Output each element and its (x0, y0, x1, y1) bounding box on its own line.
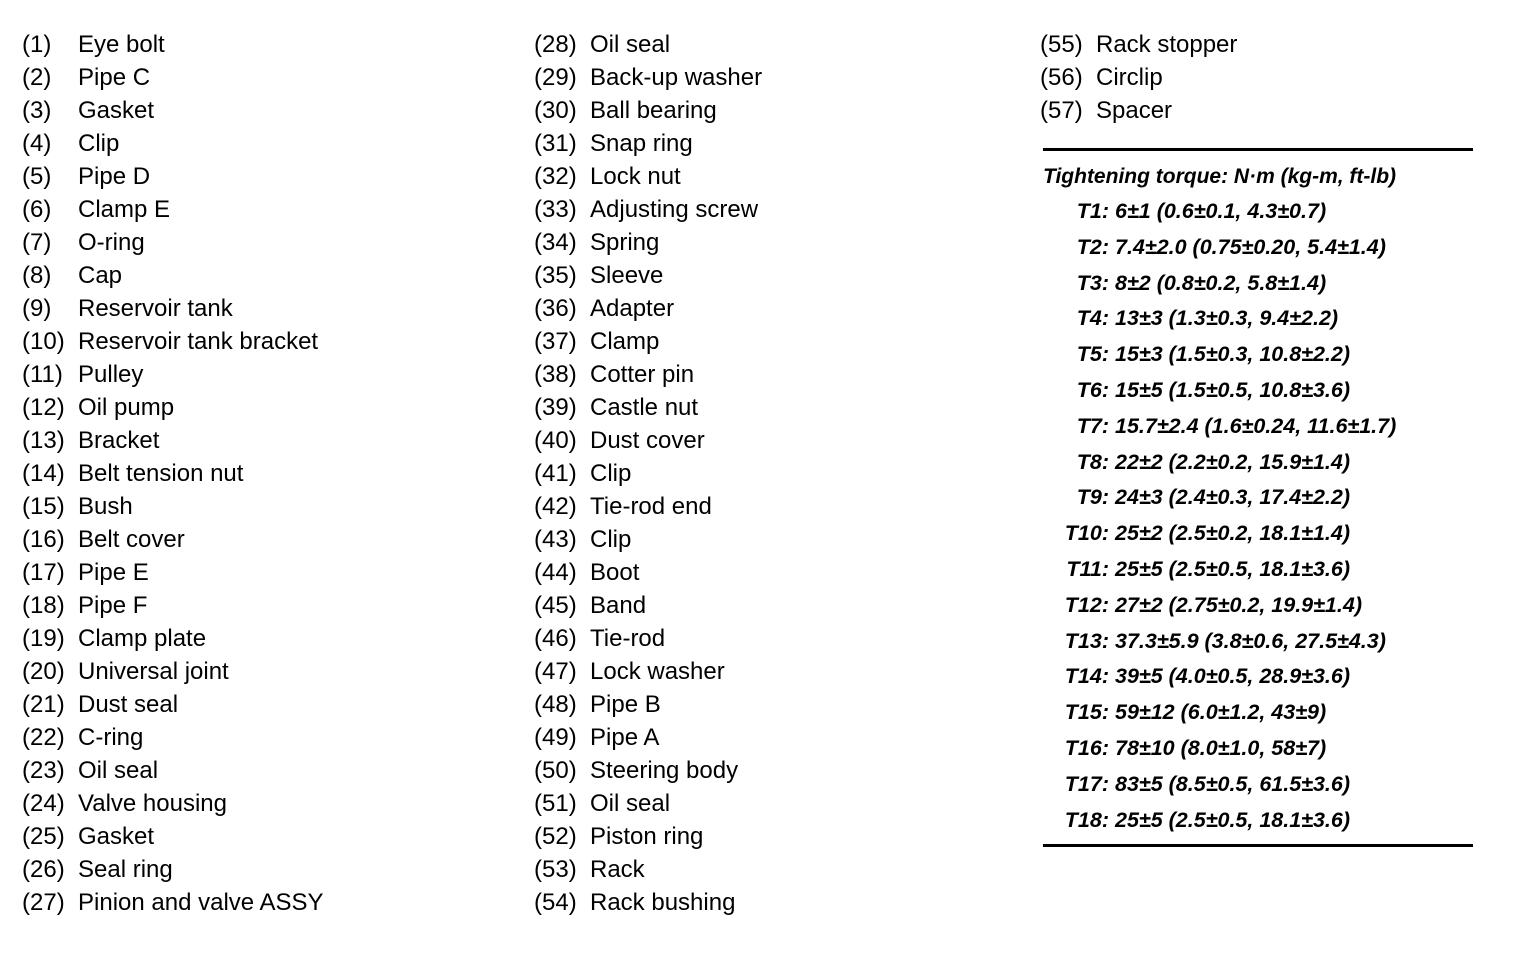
part-number: (45) (534, 592, 577, 619)
part-item (1040, 61, 1237, 94)
part-name: O-ring (78, 229, 145, 256)
part-number: (4) (22, 130, 52, 157)
part-name: Adjusting screw (590, 196, 759, 223)
part-item (534, 490, 762, 523)
torque-value: 83±5 (8.5±0.5, 61.5±3.6) (1115, 771, 1351, 796)
torque-value: 15±5 (1.5±0.5, 10.8±3.6) (1115, 377, 1351, 402)
part-item (22, 523, 324, 556)
part-item (534, 193, 762, 226)
part-name: Spacer (1096, 97, 1173, 124)
part-name: Clamp E (78, 196, 171, 223)
part-item (534, 688, 762, 721)
part-number: (46) (534, 625, 577, 652)
part-item (534, 853, 762, 886)
part-item (1040, 28, 1237, 61)
part-number: (40) (534, 427, 577, 454)
part-item (22, 886, 324, 919)
part-item (22, 193, 324, 226)
torque-id: T14: (1064, 664, 1109, 689)
torque-item (1043, 445, 1475, 481)
part-name: Pipe C (78, 64, 151, 91)
part-item (534, 391, 762, 424)
part-number: (47) (534, 658, 577, 685)
torque-id: T17: (1064, 771, 1109, 796)
part-item (534, 127, 762, 160)
part-number: (16) (22, 526, 65, 553)
torque-id: T10: (1064, 521, 1109, 546)
part-number: (19) (22, 625, 65, 652)
part-name: Bracket (78, 427, 160, 454)
part-item (22, 655, 324, 688)
part-number: (3) (22, 97, 52, 124)
part-number: (30) (534, 97, 577, 124)
part-name: Lock washer (590, 658, 725, 685)
torque-value: 7.4±2.0 (0.75±0.20, 5.4±1.4) (1115, 234, 1386, 259)
part-number: (35) (534, 262, 577, 289)
part-name: Adapter (590, 295, 675, 322)
part-name: Oil seal (78, 757, 159, 784)
part-item (22, 160, 324, 193)
part-name: Bush (78, 493, 133, 520)
torque-item (1043, 194, 1475, 230)
part-number: (37) (534, 328, 577, 355)
torque-id: T12: (1064, 592, 1109, 617)
part-name: Seal ring (78, 856, 173, 883)
part-number: (8) (22, 262, 52, 289)
part-name: Belt cover (78, 526, 185, 553)
part-name: Ball bearing (590, 97, 717, 124)
part-name: Universal joint (78, 658, 229, 685)
part-item (534, 589, 762, 622)
torque-value: 22±2 (2.2±0.2, 15.9±1.4) (1115, 449, 1351, 474)
torque-id: T15: (1064, 700, 1109, 725)
part-item (534, 556, 762, 589)
part-number: (44) (534, 559, 577, 586)
parts-list-column-2 (534, 28, 762, 919)
part-number: (6) (22, 196, 52, 223)
torque-value: 39±5 (4.0±0.5, 28.9±3.6) (1115, 664, 1351, 689)
torque-id: T8: (1076, 449, 1109, 474)
part-item (22, 358, 324, 391)
part-name: Rack (590, 856, 645, 883)
part-name: Reservoir tank bracket (78, 328, 319, 355)
part-number: (1) (22, 31, 52, 58)
part-number: (43) (534, 526, 577, 553)
part-item (22, 94, 324, 127)
torque-id: T18: (1064, 807, 1109, 832)
part-item (22, 754, 324, 787)
part-name: Rack stopper (1096, 31, 1238, 58)
part-name: Reservoir tank (78, 295, 233, 322)
part-name: Tie-rod (590, 625, 666, 652)
part-item (22, 292, 324, 325)
parts-list (1040, 28, 1237, 127)
part-number: (57) (1040, 97, 1083, 124)
part-number: (15) (22, 493, 65, 520)
part-number: (11) (22, 361, 63, 388)
torque-value: 27±2 (2.75±0.2, 19.9±1.4) (1115, 592, 1362, 617)
torque-id: T5: (1076, 342, 1109, 367)
torque-id: T6: (1076, 377, 1109, 402)
torque-value: 15.7±2.4 (1.6±0.24, 11.6±1.7) (1115, 413, 1397, 438)
part-item (22, 622, 324, 655)
torque-value: 25±2 (2.5±0.2, 18.1±1.4) (1115, 521, 1351, 546)
part-number: (27) (22, 889, 65, 916)
part-item (22, 325, 324, 358)
part-item (534, 457, 762, 490)
torque-item (1043, 301, 1475, 337)
part-name: Belt tension nut (78, 460, 244, 487)
part-number: (5) (22, 163, 52, 190)
part-item (534, 292, 762, 325)
torque-list (1043, 194, 1475, 838)
torque-item (1043, 624, 1475, 660)
part-item (22, 490, 324, 523)
part-item (534, 622, 762, 655)
part-number: (34) (534, 229, 577, 256)
torque-id: T7: (1076, 413, 1109, 438)
part-number: (28) (534, 31, 577, 58)
part-item (534, 523, 762, 556)
torque-item (1043, 266, 1475, 302)
part-number: (20) (22, 658, 65, 685)
torque-item (1043, 588, 1475, 624)
part-item (534, 820, 762, 853)
parts-list-column-3 (1040, 28, 1237, 127)
part-number: (26) (22, 856, 65, 883)
part-name: Oil seal (590, 790, 671, 817)
parts-list (22, 28, 324, 919)
part-name: Eye bolt (78, 31, 165, 58)
part-item (22, 61, 324, 94)
part-number: (39) (534, 394, 577, 421)
part-number: (23) (22, 757, 65, 784)
part-name: Oil seal (590, 31, 671, 58)
part-item (534, 61, 762, 94)
part-number: (55) (1040, 31, 1083, 58)
part-number: (24) (22, 790, 65, 817)
part-item (534, 721, 762, 754)
torque-value: 25±5 (2.5±0.5, 18.1±3.6) (1115, 807, 1351, 832)
part-number: (13) (22, 427, 65, 454)
part-item (534, 424, 762, 457)
part-number: (36) (534, 295, 577, 322)
part-number: (51) (534, 790, 577, 817)
part-name: Pipe B (590, 691, 661, 718)
part-number: (42) (534, 493, 577, 520)
part-number: (10) (22, 328, 65, 355)
part-name: Pulley (78, 361, 144, 388)
part-item (22, 259, 324, 292)
part-name: Oil pump (78, 394, 175, 421)
part-name: Clamp (590, 328, 660, 355)
part-item (534, 655, 762, 688)
torque-item (1043, 767, 1475, 803)
bottom-divider (1043, 844, 1473, 847)
part-item (22, 391, 324, 424)
torque-item (1043, 695, 1475, 731)
part-number: (18) (22, 592, 65, 619)
torque-item (1043, 659, 1475, 695)
part-name: Circlip (1096, 64, 1163, 91)
part-number: (17) (22, 559, 65, 586)
part-item (22, 457, 324, 490)
part-item (22, 820, 324, 853)
part-item (22, 127, 324, 160)
part-number: (21) (22, 691, 65, 718)
part-name: Gasket (78, 823, 155, 850)
part-item (22, 787, 324, 820)
torque-value: 8±2 (0.8±0.2, 5.8±1.4) (1115, 270, 1327, 295)
torque-id: T4: (1076, 306, 1109, 331)
part-item (534, 787, 762, 820)
part-number: (7) (22, 229, 52, 256)
parts-list-column-1 (22, 28, 324, 919)
part-number: (31) (534, 130, 577, 157)
part-number: (2) (22, 64, 52, 91)
part-name: Pipe F (78, 592, 148, 619)
torque-value: 59±12 (6.0±1.2, 43±9) (1115, 700, 1327, 725)
part-item (534, 94, 762, 127)
part-name: Band (590, 592, 647, 619)
part-number: (9) (22, 295, 52, 322)
part-number: (50) (534, 757, 577, 784)
top-divider (1043, 148, 1473, 151)
torque-item (1043, 803, 1475, 839)
part-name: Steering body (590, 757, 739, 784)
torque-value: 78±10 (8.0±1.0, 58±7) (1115, 735, 1327, 760)
torque-item (1043, 409, 1475, 445)
part-number: (52) (534, 823, 577, 850)
part-name: Clip (590, 526, 632, 553)
torque-item (1043, 373, 1475, 409)
part-name: Spring (590, 229, 660, 256)
part-name: Pipe E (78, 559, 149, 586)
part-name: Dust cover (590, 427, 705, 454)
torque-value: 25±5 (2.5±0.5, 18.1±3.6) (1115, 556, 1351, 581)
torque-value: 37.3±5.9 (3.8±0.6, 27.5±4.3) (1115, 628, 1386, 653)
part-name: Cap (78, 262, 123, 289)
part-number: (53) (534, 856, 577, 883)
torque-item (1043, 552, 1475, 588)
torque-id: T1: (1076, 199, 1109, 223)
part-number: (33) (534, 196, 577, 223)
part-item (534, 28, 762, 61)
part-item (22, 721, 324, 754)
torque-item (1043, 230, 1475, 266)
part-number: (48) (534, 691, 577, 718)
part-number: (41) (534, 460, 577, 487)
part-number: (38) (534, 361, 577, 388)
part-number: (12) (22, 394, 65, 421)
part-item (22, 424, 324, 457)
torque-value: 13±3 (1.3±0.3, 9.4±2.2) (1115, 306, 1339, 331)
part-name: Clamp plate (78, 625, 207, 652)
part-item (1040, 94, 1237, 127)
part-number: (32) (534, 163, 577, 190)
part-item (534, 325, 762, 358)
part-number: (25) (22, 823, 65, 850)
part-name: C-ring (78, 724, 144, 751)
part-item (534, 358, 762, 391)
part-name: Pinion and valve ASSY (78, 889, 324, 916)
part-item (22, 688, 324, 721)
torque-value: 15±3 (1.5±0.3, 10.8±2.2) (1115, 342, 1351, 367)
part-item (534, 226, 762, 259)
torque-title: Tightening torque: N·m (kg-m, ft-lb) (1043, 165, 1397, 188)
part-name: Piston ring (590, 823, 704, 850)
part-item (534, 754, 762, 787)
part-name: Dust seal (78, 691, 179, 718)
part-name: Rack bushing (590, 889, 736, 916)
part-name: Lock nut (590, 163, 681, 190)
part-item (534, 886, 762, 919)
parts-list (534, 28, 762, 919)
part-item (534, 259, 762, 292)
part-item (22, 556, 324, 589)
part-item (22, 28, 324, 61)
torque-id: T16: (1064, 735, 1109, 760)
part-name: Snap ring (590, 130, 693, 157)
part-number: (56) (1040, 64, 1083, 91)
part-number: (54) (534, 889, 577, 916)
torque-item (1043, 516, 1475, 552)
part-number: (49) (534, 724, 577, 751)
torque-value: 24±3 (2.4±0.3, 17.4±2.2) (1115, 485, 1351, 510)
part-name: Boot (590, 559, 640, 586)
part-item (22, 226, 324, 259)
part-item (534, 160, 762, 193)
torque-id: T13: (1064, 628, 1109, 653)
torque-id: T2: (1076, 234, 1109, 259)
part-name: Clip (590, 460, 632, 487)
part-name: Pipe D (78, 163, 151, 190)
part-number: (22) (22, 724, 65, 751)
torque-value: 6±1 (0.6±0.1, 4.3±0.7) (1115, 199, 1327, 223)
part-item (22, 589, 324, 622)
part-name: Pipe A (590, 724, 660, 751)
torque-item (1043, 480, 1475, 516)
part-name: Back-up washer (590, 64, 763, 91)
torque-item (1043, 337, 1475, 373)
part-item (22, 853, 324, 886)
torque-id: T11: (1066, 556, 1109, 581)
torque-spec-box (1043, 148, 1475, 847)
part-name: Gasket (78, 97, 155, 124)
torque-id: T9: (1076, 485, 1109, 510)
part-name: Tie-rod end (590, 493, 712, 520)
part-name: Valve housing (78, 790, 227, 817)
part-name: Clip (78, 130, 120, 157)
part-name: Cotter pin (590, 361, 695, 388)
torque-item (1043, 731, 1475, 767)
part-number: (29) (534, 64, 577, 91)
torque-id: T3: (1076, 270, 1109, 295)
part-name: Sleeve (590, 262, 664, 289)
part-number: (14) (22, 460, 65, 487)
part-name: Castle nut (590, 394, 699, 421)
